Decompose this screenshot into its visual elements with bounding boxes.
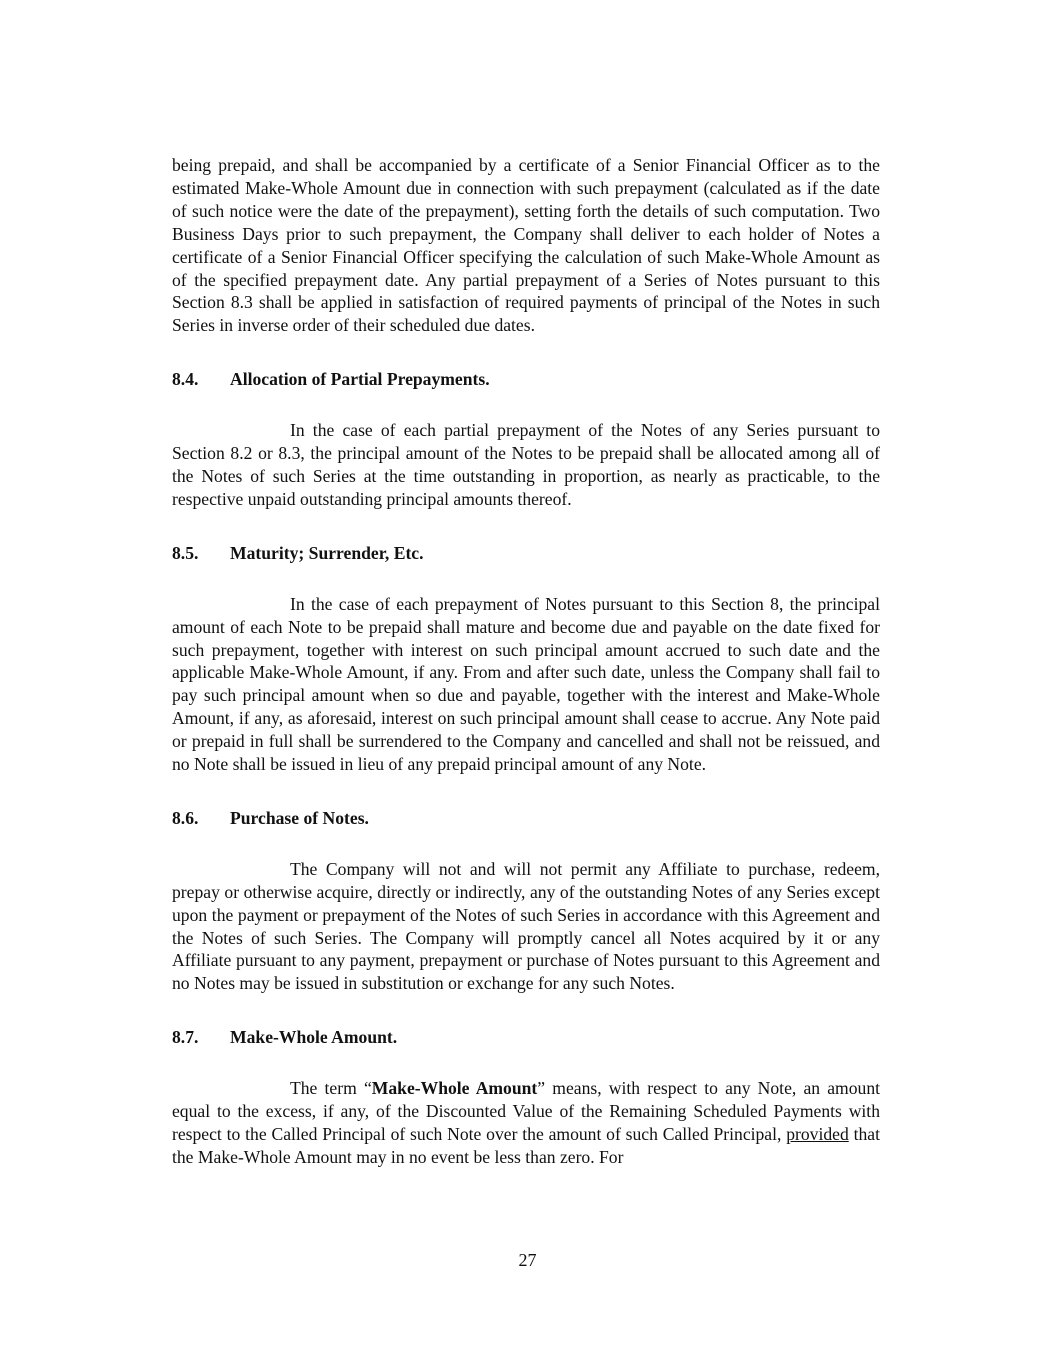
section-heading <box>172 542 880 565</box>
section-title: Maturity; Surrender, Etc. <box>230 542 424 563</box>
definition-text: ” means, with respect to any Note, an amount equal to the excess, if any, of the Discounted Value of the Remaining Scheduled Payments with respect to the Called Principal of such Note over the amount of such Called Principal, <box>172 1078 881 1144</box>
section-heading <box>172 368 880 391</box>
section-title: Allocation of Partial Prepayments. <box>230 369 490 390</box>
continued-paragraph: being prepaid, and shall be accompanied by a certificate of a Senior Financial Officer as to the estimated Make-Whole Amount due in connection with such prepayment (calculated as if the date of such notice were the date of the prepayment), setting forth the details of such computation. Two Business Days prior to such prepayment, the Company shall deliver to each holder of Notes a certificate of a Senior Financial Officer specifying the calculation of such Make-Whole Amount as of the specified prepayment date. Any partial prepayment of a Series of Notes pursuant to this Section 8.3 shall be applied in satisfaction of required payments of principal of the Notes in such Series in inverse order of their scheduled due dates. <box>172 155 880 336</box>
section-paragraph: The Company will not and will not permit any Affiliate to purchase, redeem, prepay or otherwise acquire, directly or indirectly, any of the outstanding Notes of any Series except upon the payment or prepayment of the Notes of such Series in accordance with this Agreement and the Notes of such Series. The Company will promptly cancel all Notes acquired by it or any Affiliate pursuant to any payment, prepayment or purchase of Notes pursuant to this Agreement and no Notes may be issued in substitution or exchange for any such Notes. <box>172 858 880 994</box>
document-body <box>172 154 880 1200</box>
section-heading <box>172 1026 880 1049</box>
definition-suffix: that the Make-Whole Amount may in no event be less than zero. For <box>172 1124 880 1167</box>
section-title: Make-Whole Amount. <box>230 1027 398 1048</box>
section-paragraph: In the case of each partial prepayment of the Notes of any Series pursuant to Section 8.2 or 8.3, the principal amount of the Notes to be prepaid shall be allocated among all of the Notes of such Series at the time outstanding in proportion, as nearly as practicable, to the respective unpaid outstanding principal amounts thereof. <box>172 420 880 509</box>
underlined-term: provided <box>786 1124 849 1144</box>
section-number: 8.6. <box>172 807 199 828</box>
page-number: 27 <box>518 1250 537 1270</box>
section-number: 8.7. <box>172 1027 199 1048</box>
section-heading <box>172 807 880 830</box>
definition-prefix: The term “ <box>290 1078 372 1099</box>
section-8-4 <box>172 368 880 511</box>
defined-term: Make-Whole Amount <box>371 1078 538 1099</box>
section-8-6 <box>172 807 880 995</box>
section-paragraph: In the case of each prepayment of Notes pursuant to this Section 8, the principal amount of each Note to be prepaid shall mature and become due and payable on the date fixed for such prepayment, together with interest on such principal amount accrued to such date and the applicable Make-Whole Amount, if any. From and after such date, unless the Company shall fail to pay such principal amount when so due and payable, together with the interest and Make-Whole Amount, if any, as aforesaid, interest on such principal amount shall cease to accrue. Any Note paid or prepaid in full shall be surrendered to the Company and cancelled and shall not be reissued, and no Note shall be issued in lieu of any prepaid principal amount of any Note. <box>172 593 880 775</box>
section-8-5 <box>172 542 880 776</box>
section-paragraph <box>172 1077 880 1169</box>
section-number: 8.4. <box>172 369 199 390</box>
section-8-7 <box>172 1026 880 1169</box>
section-title: Purchase of Notes. <box>230 807 369 828</box>
section-number: 8.5. <box>172 542 199 563</box>
